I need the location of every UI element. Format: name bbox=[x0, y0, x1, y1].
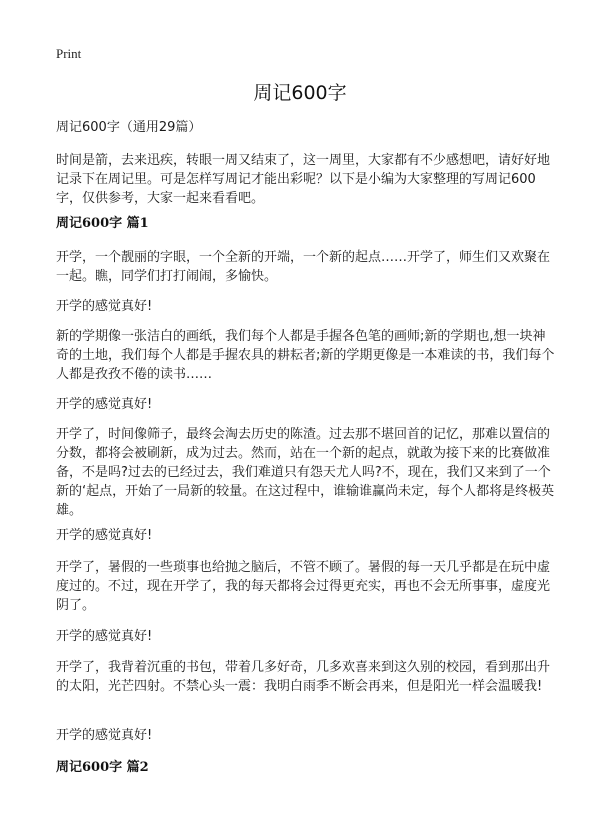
paragraph: 开学，一个靓丽的字眼，一个全新的开端，一个新的起点……开学了，师生们又欢聚在一起。瞧，同学们打打闹闹，多愉快。 bbox=[56, 250, 551, 284]
page-title: 周记600字 bbox=[253, 82, 347, 104]
section-heading-1: 周记600字 篇1 bbox=[56, 216, 149, 231]
paragraph: 开学了，我背着沉重的书包，带着几多好奇，几多欢喜来到这久别的校园，看到那出升的太阳，光芒四射。不禁心头一震：我明白雨季不断会再来，但是阳光一样会温暖我! bbox=[56, 660, 551, 694]
paragraph: 开学了，时间像筛子，最终会淘去历史的陈渣。过去那不堪回首的记忆，那难以置信的分数，都将会被刷新，成为过去。然而，站在一个新的起点，就敢为接下来的比赛做准备，不是吗?过去的已经过去，我们难道只有怨天尤人吗?不，现在，我们又来到了一个新的‘起点，开始了一局新的较量。在这过程中，谁输谁赢尚未定，每个人都将是终极英雄。 bbox=[56, 427, 555, 518]
print-link[interactable]: Print bbox=[56, 46, 82, 61]
section-heading-2: 周记600字 篇2 bbox=[56, 760, 149, 775]
intro-paragraph: 时间是箭，去来迅疾，转眼一周又结束了，这一周里，大家都有不少感想吧，请好好地记录下在周记里。可是怎样写周记才能出彩呢？以下是小编为大家整理的写周记600字，仅供参考，大家一起来看看吧。 bbox=[56, 153, 551, 206]
refrain-line: 开学的感觉真好! bbox=[56, 528, 153, 543]
document-subtitle: 周记600字（通用29篇） bbox=[56, 120, 202, 135]
refrain-line: 开学的感觉真好! bbox=[56, 629, 153, 644]
paragraph: 开学了，暑假的一些琐事也给抛之脑后，不管不顾了。暑假的每一天几乎都是在玩中虚度过的。不过，现在开学了，我的每天都将会过得更充实，再也不会无所事事，虚度光阴了。 bbox=[56, 560, 551, 613]
refrain-line: 开学的感觉真好! bbox=[56, 299, 153, 314]
refrain-line: 开学的感觉真好! bbox=[56, 397, 153, 412]
paragraph: 新的学期像一张洁白的画纸，我们每个人都是手握各色笔的画师;新的学期也,想一块神奇的土地，我们每个人都是手握农具的耕耘者;新的学期更像是一本难读的书，我们每个人都是孜孜不倦的读书…… bbox=[56, 329, 555, 382]
refrain-line: 开学的感觉真好! bbox=[56, 728, 153, 743]
